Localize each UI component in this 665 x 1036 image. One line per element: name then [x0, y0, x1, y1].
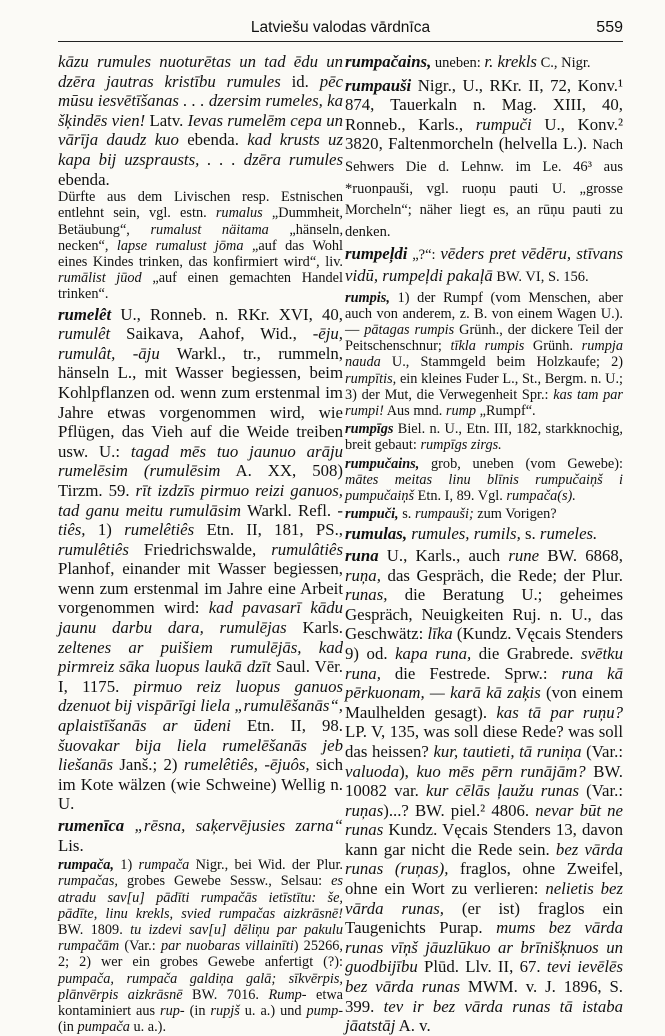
gloss-text: „hänseln, necken“, [58, 221, 344, 254]
gloss-text: Nigr., U., RKr. II, 72, Konv.¹ 874, Tauerkaln n. Mag. XIII, 40, Ronneb., Karls., [345, 75, 623, 134]
example-text: svētku runa, [345, 643, 623, 683]
gloss-text: (er ist) fraglos ein Taugenichts Purap. [345, 898, 624, 938]
gloss-text: )...? [383, 800, 409, 820]
gloss-text: Saul. Vēr. I, 1175. [58, 657, 343, 696]
gloss-text: zum Vorigen? [473, 506, 557, 523]
right-column [345, 52, 623, 1036]
example-text: -ēju, rumulât, -āju [58, 324, 343, 363]
example-text: kapa runa, [395, 643, 472, 663]
gloss-text: „Dummheit, Betäubung“, [58, 205, 343, 238]
example-text: rumpača(s). [506, 487, 576, 504]
gloss-text: A. XX, 508) Tirzm. 59. [58, 461, 343, 500]
gloss-text: Dürfte aus dem Livischen resp. Estnischen entlehnt sein, vgl. estn. [58, 189, 343, 222]
gloss-text: Warkl. Refl. [240, 500, 338, 520]
example-text: pump- [306, 1003, 343, 1020]
headword: rumenīca [58, 816, 125, 836]
dictionary-entry [345, 421, 623, 453]
gloss-text: id. [280, 71, 320, 91]
dictionary-entry [345, 76, 623, 243]
gloss-text: ), [399, 761, 417, 781]
example-text: vēders pret vēdēru, stīvans vidū, rumpeļdi pakaļā [345, 244, 623, 285]
example-text: Rump- [268, 986, 307, 1003]
gloss-text: Planhof, einander mit Wasser begiessen, wenn zum erstenmal im Jahre eine Arbeit vorgenommen wird: [58, 559, 343, 618]
example-text: rīt izdzīs pirmuo reizi ganuos, tad ganu meitu rumulāsim [58, 480, 343, 520]
gloss-text: MWM. v. J. 1896, S. 399. [345, 977, 623, 1016]
gloss-text: Friedrichswalde, [128, 539, 272, 559]
example-text: kas tam par rumpi! [345, 386, 623, 419]
example-text: rumpačas, [58, 873, 118, 890]
example-text: runas, [345, 585, 388, 605]
gloss-text: das Gespräch, die Rede; der Plur. [380, 565, 623, 585]
example-text: rumules, rumils, [411, 524, 521, 544]
headword: rumpeļdi [345, 244, 408, 264]
gloss-text: s. [520, 524, 540, 544]
example-text: nevar būt ne runas [345, 800, 623, 840]
example-text: pumpača, rumpača galdiņa galā; sīkvērpis, plānvērpis aizkrāsnē [58, 970, 343, 1003]
gloss-text: Latv. [145, 110, 188, 130]
gloss-text: Etn. II, 181, PS., [194, 520, 343, 540]
example-text: nelietis bez vārda runas, [345, 879, 623, 918]
gloss-text: (in [184, 1003, 211, 1020]
example-text: rumalus [215, 205, 263, 222]
gloss-text: „?“: [407, 247, 441, 264]
example-text: rumālist jūod [58, 270, 142, 287]
example-text: rumelêtiês, -ējuôs, [183, 755, 310, 775]
gloss-text: ein kleines Fuder L., St., Bergm. n. U.; 3) der Mut, die Verwegenheit Spr.: [345, 370, 623, 403]
gloss-text: BW. VI, S. 156. [492, 268, 589, 285]
headword: rumpača, [58, 857, 115, 874]
example-text: rup- [160, 1003, 185, 1020]
example-text: ruņa, [345, 565, 381, 585]
gloss-text: die Beratung U.; geheimes Gespräch, Neuigkeiten Ruj. n. U., das Geschwätz: [345, 585, 623, 644]
gloss-text: BW. 7016. [182, 986, 269, 1003]
example-text: kur, tautieti, tā runiņa [433, 741, 582, 761]
page-number: 559 [596, 19, 623, 36]
gloss-text: „auf einen gemachten Handel trinken“. [58, 270, 343, 303]
example-text: Ievas rumelēm cepa un vārīja daudz kuo [58, 110, 344, 150]
headword: rumpačains, [345, 52, 432, 71]
example-text: tu izdevi sav[u] dēliņu par pakulu rumpačām [58, 922, 344, 955]
example-text: valuoda [345, 761, 400, 781]
gloss-text: BW. 6868, [539, 545, 623, 565]
headword: rumpuči, [345, 506, 399, 523]
example-text: -tiês, [58, 500, 344, 540]
example-text: pirmuo reiz luopus ganuos dzenuot bij vispārīgi liela „rumulēšanās“, aplaistīšanās ar ūdeni [58, 676, 343, 736]
example-text: rune [508, 545, 540, 565]
example-text: r. krekls [484, 52, 537, 71]
example-text: kuo mēs pērn runājām? [416, 761, 586, 781]
gloss-text: LP. V, 135, was soll diese Rede? was soll das heissen? [345, 722, 623, 761]
example-text: ruņas [345, 800, 384, 820]
gloss-text: grob, uneben (vom Gewebe): [419, 455, 623, 472]
example-text: „rēsna, saķervējusies zarna“ [124, 816, 343, 836]
gloss-text: BW. 10082 var. [345, 761, 623, 801]
example-text: rumulâtiês [271, 539, 343, 559]
example-text: rumalust näitama [150, 221, 269, 238]
gloss-text: Nach Sehwers Die d. Lehnw. im Le. 46³ aus *ruonpauši, vgl. ruoņu pauti U. „grosse Morcheln“; näher liegt es, an rūņu pauti zu denken. [345, 137, 623, 240]
gloss-text: U., Ronneb. n. RKr. XVI, 40, [111, 304, 343, 324]
gloss-text: sich im Kote wälzen (wie Schweine) Wellig n. U. [58, 755, 344, 814]
gloss-text: Janš.; 2) [113, 755, 184, 775]
dictionary-entry [58, 305, 343, 814]
example-text: mums bez vārda runas vīņš jāuzlūkuo ar brīnišķnuos un guodbijību [345, 918, 623, 977]
gloss-text: Biel. n. U., Etn. III, 182, starkknochig, breit gebaut: [345, 421, 623, 454]
headword: rumpučains, [345, 455, 420, 472]
example-text: mātes meitas linu blīnis rumpučaiņš i pumpučaiņš [345, 471, 623, 504]
gloss-text: die Grabrede. [471, 643, 582, 663]
example-text: rumpauši; [414, 506, 474, 523]
gloss-text: Warkl., tr., rummeln, hänseln L., mit Wasser begiessen, beim Kohlpflanzen od. wenn zum erstenmal im Jahre etwas vorgenommen wird, wie Pflügen, das Vieh auf die Weide treiben usw. U.: [58, 343, 343, 461]
gloss-text: die Festrede. Sprw.: [380, 663, 562, 683]
gloss-text: u. a.). [129, 1019, 167, 1036]
gloss-text: Etn. I, 89. Vgl. [414, 487, 507, 504]
dictionary-entry [345, 290, 623, 420]
gloss-text: A. v. [395, 1016, 431, 1036]
example-text: rumelêtiês [124, 520, 195, 540]
headword: rumpis, [345, 289, 390, 306]
gloss-text: „auf das Wohl eines Kindes trinken, das konfirmiert wird“, liv. [58, 237, 344, 270]
example-text: rump [445, 402, 477, 419]
gloss-text: Saikava, Aahof, Wid., [110, 324, 313, 344]
gloss-text: BW. piel.² 4806. [408, 800, 536, 820]
gloss-text: 1) [85, 520, 125, 540]
gloss-text: Karls. [286, 618, 343, 638]
page-header [58, 17, 623, 42]
gloss-text: Grünh., der dickere Teil der Peitschenschnur; [345, 321, 623, 355]
example-text: tīkla rumpis [450, 338, 525, 355]
gloss-text: grobes Gewebe Sessw., Selsau: [117, 873, 332, 890]
gloss-text: (Var.: [581, 741, 623, 761]
example-text: zeltenes ar puišiem rumulējās, kad pirmreiz sāka luopus laukā dzīt [58, 637, 343, 677]
dictionary-entry [58, 52, 343, 189]
example-text: tev ir bez vārda runas tā istaba jāatstāj [345, 996, 623, 1036]
gloss-text: s. [398, 506, 415, 523]
gloss-text: (Kundz. Vęcais Stenders 9) od. [345, 624, 623, 663]
gloss-text: ) 25266, 2; 2) wer ein grobes Gewebe anfertigt (?): [58, 938, 343, 971]
example-text: kad pavasarī kādu jaunu darbu dara, rumulējas [58, 598, 343, 638]
gloss-text: fraglos, ohne Zweifel, ohne ein Wort zu verlieren: [345, 859, 623, 899]
example-text: rumpītis, [345, 370, 397, 387]
headword: rumelêt [58, 304, 112, 324]
gloss-text: 1) der Rumpf (vom Menschen, aber auch von anderem, z. B. von einem Wagen U.). — [345, 289, 623, 338]
gloss-text: BW. 1809. [58, 922, 131, 939]
gloss-text: Kundz. Vęcais Stenders 13, davon kann gar nicht die Rede sein. [345, 820, 623, 859]
example-text: tagad mēs tuo jaunuo arāju rumelēsim (rumulēsim [58, 441, 344, 481]
gloss-text: etwa kontaminiert aus [58, 986, 344, 1020]
dictionary-entry [345, 456, 623, 505]
example-text: es atradu sav[u] pādīti rumpačās ietīstītu: še, pādīte, linu krekls, svied rumpačas aizkrāsnē! [58, 873, 343, 922]
dictionary-entry [345, 546, 623, 1036]
example-text: šuovakar bija liela rumelēšanās jeb liešanās [58, 735, 343, 775]
example-text: kas tā par ruņu? [496, 702, 623, 722]
example-text: kad krusts uz kapa bij uzsprausts, . . . dzēra rumules [58, 130, 343, 169]
example-text: rumulêtiês [58, 539, 129, 559]
headword: rumpauši [345, 75, 412, 95]
example-text: rumeles. [539, 524, 598, 544]
gloss-text: Aus mnd. [383, 402, 446, 419]
example-text: lapse rumalust jōma [116, 237, 244, 254]
headword: rumulas, [345, 524, 408, 544]
gloss-text: u. a.) und [239, 1003, 307, 1020]
gloss-text: ebenda. [178, 130, 248, 150]
example-text: tevi ievēlēs bez vārda runas [345, 957, 623, 997]
gloss-text: Lis. [58, 835, 84, 855]
gloss-text: 1) [114, 857, 139, 874]
example-text: rumulêt [58, 324, 111, 344]
example-text: kur cēlās ļaužu runas [426, 781, 579, 801]
example-text: rumpīgs zirgs. [420, 437, 502, 454]
gloss-text: (von einem Maulhelden gesagt). [345, 683, 623, 722]
dictionary-entry [345, 244, 623, 287]
gloss-text: (Var.: [579, 781, 623, 801]
gloss-text: Nigr., bei Wid. der Plur. [189, 857, 344, 874]
example-text: par nuobaras villainīti [160, 938, 294, 955]
dictionary-entry [58, 816, 343, 855]
gloss-text: U., Karls., auch [378, 545, 509, 565]
gloss-text: (in [58, 1019, 78, 1036]
example-text: rumpača [138, 857, 190, 874]
example-text: līka [427, 624, 453, 644]
example-text: rumpja nauda [345, 338, 623, 371]
dictionary-entry [345, 506, 623, 522]
dictionary-entry [345, 52, 623, 74]
gloss-text: Plūd. Llv. II, 67. [417, 957, 547, 977]
example-text: kāzu rumules nuoturētas un tad ēdu un dzēra jautras kristību rumules [58, 52, 343, 91]
running-title: Latviešu valodas vārdnīca [250, 19, 431, 36]
left-column [58, 52, 343, 1035]
dictionary-entry [58, 189, 343, 302]
gloss-text: U., Konv.² 3820, Faltenmorcheln (helvella L.). [345, 114, 623, 154]
dictionary-entry [345, 524, 623, 544]
example-text: runa kā pērkuonam, — karā kā zaķis [345, 663, 623, 703]
headword: runa [345, 545, 379, 565]
example-text: pumpača [77, 1019, 130, 1036]
gloss-text: uneben: [431, 55, 485, 71]
gloss-text: Grünh. [524, 338, 582, 355]
gloss-text: U., Stammgeld beim Holzkaufe; 2) [380, 354, 623, 371]
example-text: rupjš [210, 1003, 240, 1020]
example-text: bez vārda runas (ruņas), [345, 839, 624, 879]
example-text: pēc mūsu iesvētīšanas . . . dzersim rumeles, ka šķindēs vien! [58, 71, 343, 130]
gloss-text: Etn. II, 98. [230, 716, 343, 736]
dictionary-entry [58, 857, 343, 1035]
gloss-text: (Var.: [119, 938, 161, 955]
headword: rumpīgs [345, 421, 394, 438]
example-text: pātagas rumpis [364, 321, 455, 338]
gloss-text: ebenda. [58, 169, 110, 189]
example-text: rumpuči [475, 114, 532, 134]
gloss-text: „Rumpf“. [476, 402, 536, 419]
gloss-text: C., Nigr. [536, 55, 591, 71]
